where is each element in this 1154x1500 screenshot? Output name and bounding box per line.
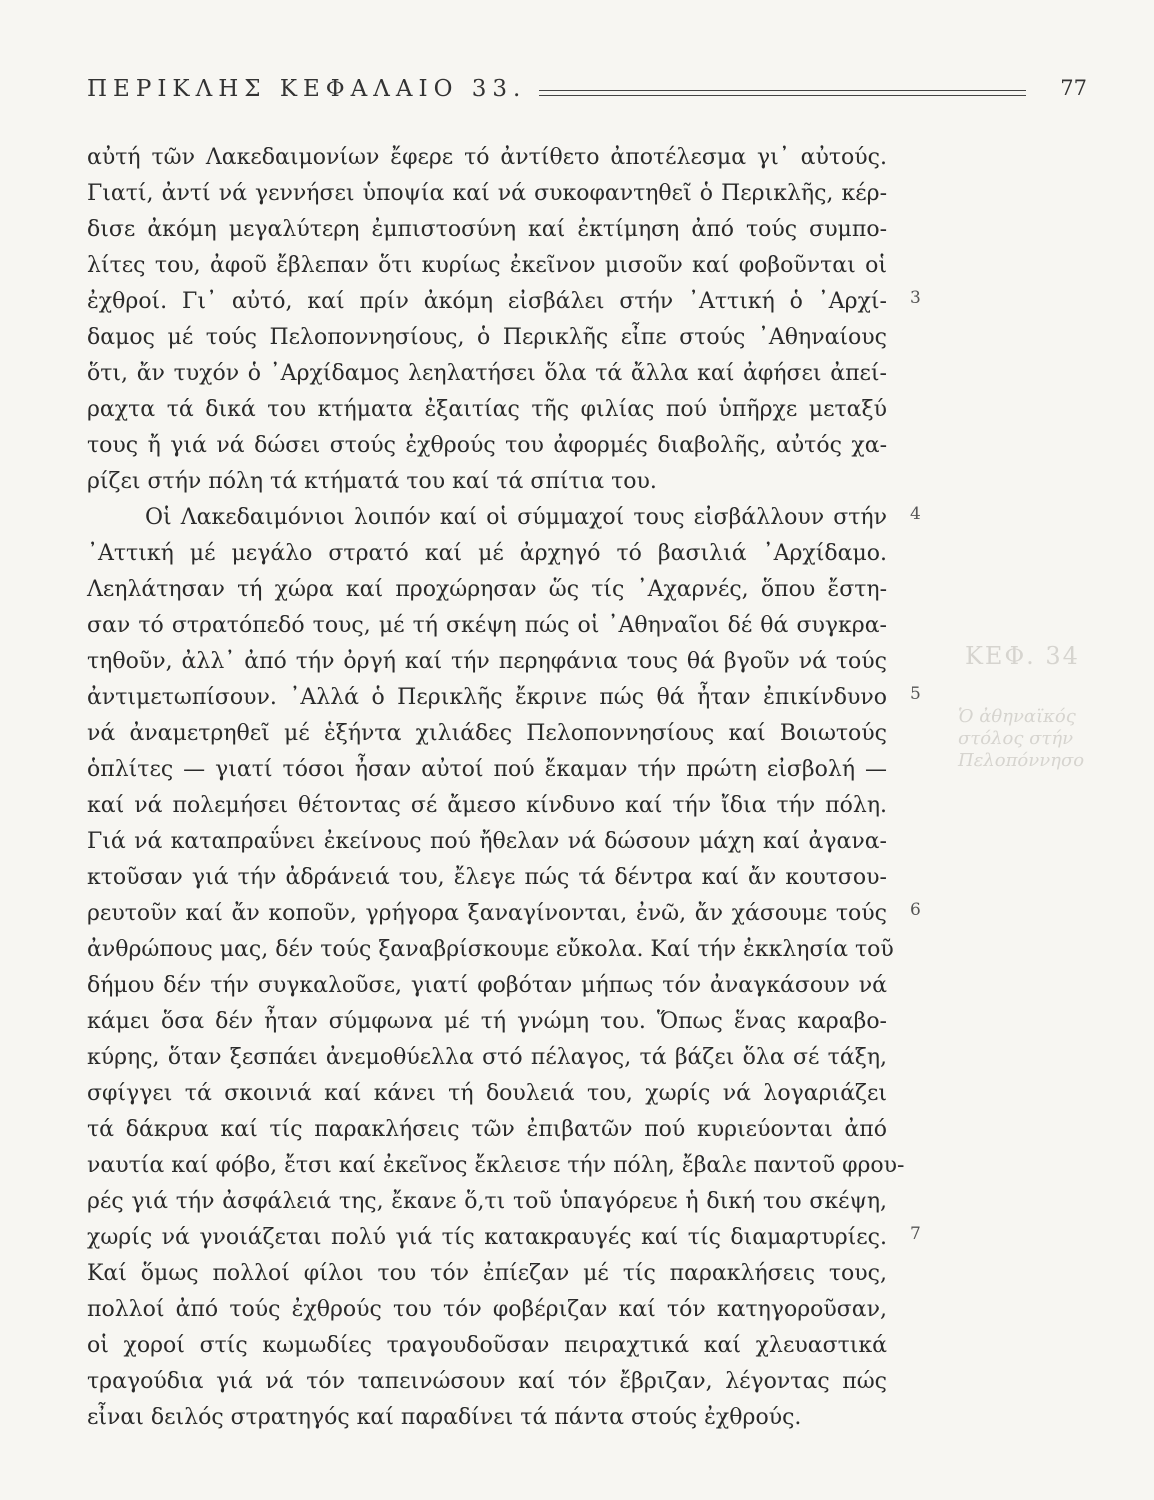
text-line: κύρης, ὅταν ξεσπάει ἀνεμοθύελλα στό πέλαγος, τά βάζει ὅλα σέ τάξη,: [87, 1045, 887, 1070]
text-line: νά ἀναμετρηθεῖ μέ ἑξήντα χιλιάδες Πελοποννησίους καί Βοιωτούς: [87, 721, 887, 746]
ghost-margin-heading: ΚΕΦ. 34: [965, 642, 1080, 670]
ghost-margin-note: Ὁ ἀθηναϊκός στόλος στήν Πελοπόννησο: [958, 706, 1085, 771]
text-line: ὅτι, ἄν τυχόν ὁ ᾿Αρχίδαμος λεηλατήσει ὅλα τά ἄλλα καί ἀφήσει ἀπεί-: [87, 361, 887, 386]
text-line: τά δάκρυα καί τίς παρακλήσεις τῶν ἐπιβατῶν πού κυριεύονται ἀπό: [87, 1117, 887, 1142]
header-rule-top: [539, 90, 1026, 91]
text-line: δήμου δέν τήν συγκαλοῦσε, γιατί φοβόταν μήπως τόν ἀναγκάσουν νά: [87, 973, 887, 998]
text-line: σαν τό στρατόπεδό τους, μέ τή σκέψη πώς οἱ ᾿Αθηναῖοι δέ θά συγκρα-: [87, 613, 887, 638]
text-line: δαμος μέ τούς Πελοποννησίους, ὁ Περικλῆς εἶπε στούς ᾿Αθηναίους: [87, 325, 887, 350]
text-line: εἶναι δειλός στρατηγός καί παραδίνει τά πάντα στούς ἐχθρούς.: [87, 1405, 802, 1430]
section-number: 7: [910, 1224, 921, 1244]
text-line: ἀντιμετωπίσουν. ᾿Αλλά ὁ Περικλῆς ἔκρινε πώς θά ἦταν ἐπικίνδυνο: [87, 685, 887, 710]
text-line: Γιατί, ἀντί νά γεννήσει ὑποψία καί νά συκοφαντηθεῖ ὁ Περικλῆς, κέρ-: [87, 181, 887, 206]
text-line: λίτες του, ἀφοῦ ἔβλεπαν ὅτι κυρίως ἐκεῖνον μισοῦν καί φοβοῦνται οἱ: [87, 253, 887, 278]
section-number: 5: [910, 684, 921, 704]
text-line: τηθοῦν, ἀλλ᾿ ἀπό τήν ὀργή καί τήν περηφάνια τους θά βγοῦν νά τούς: [87, 649, 887, 674]
text-line: τους ἤ γιά νά δώσει στούς ἐχθρούς του ἀφορμές διαβολῆς, αὐτός χα-: [87, 433, 887, 458]
header-rule-bottom: [539, 95, 1026, 96]
text-line: ρίζει στήν πόλη τά κτήματά του καί τά σπίτια του.: [87, 469, 657, 494]
text-line: ρευτοῦν καί ἄν κοποῦν, γρήγορα ξαναγίνονται, ἐνῶ, ἄν χάσουμε τούς: [87, 901, 887, 926]
text-line: Καί ὅμως πολλοί φίλοι του τόν ἐπίεζαν μέ τίς παρακλήσεις τους,: [87, 1261, 887, 1286]
text-line: κάμει ὅσα δέν ἦταν σύμφωνα μέ τή γνώμη του. Ὅπως ἕνας καραβο-: [87, 1009, 887, 1034]
section-number: 4: [910, 504, 921, 524]
text-line: ᾿Αττική μέ μεγάλο στρατό καί μέ ἀρχηγό τό βασιλιά ᾿Αρχίδαμο.: [87, 541, 887, 566]
text-line: ἐχθροί. Γι᾿ αὐτό, καί πρίν ἀκόμη εἰσβάλει στήν ᾿Αττική ὁ ᾿Αρχί-: [87, 289, 887, 314]
text-line: ναυτία καί φόβο, ἔτσι καί ἐκεῖνος ἔκλεισε τήν πόλη, ἔβαλε παντοῦ φρου-: [87, 1153, 905, 1178]
text-line: Οἱ Λακεδαιμόνιοι λοιπόν καί οἱ σύμμαχοί τους εἰσβάλλουν στήν: [145, 505, 887, 530]
text-line: ὁπλίτες — γιατί τόσοι ἦσαν αὐτοί πού ἔκαμαν τήν πρώτη εἰσβολή —: [87, 757, 887, 782]
text-line: τραγούδια γιά νά τόν ταπεινώσουν καί τόν ἔβριζαν, λέγοντας πώς: [87, 1369, 887, 1394]
text-line: καί νά πολεμήσει θέτοντας σέ ἄμεσο κίνδυνο καί τήν ἴδια τήν πόλη.: [87, 793, 887, 818]
running-title: ΠΕΡΙΚΛΗΣ ΚΕΦΑΛΑΙΟ 33.: [87, 76, 527, 102]
text-line: σφίγγει τά σκοινιά καί κάνει τή δουλειά του, χωρίς νά λογαριάζει: [87, 1081, 887, 1106]
text-line: Λεηλάτησαν τή χώρα καί προχώρησαν ὥς τίς ᾿Αχαρνές, ὅπου ἔστη-: [87, 577, 887, 602]
text-line: ρές γιά τήν ἀσφάλειά της, ἔκανε ὅ,τι τοῦ ὑπαγόρευε ἡ δική του σκέψη,: [87, 1189, 887, 1214]
section-number: 3: [910, 288, 921, 308]
page-number: 77: [1060, 76, 1087, 100]
text-line: ραχτα τά δικά του κτήματα ἐξαιτίας τῆς φιλίας πού ὑπῆρχε μεταξύ: [87, 397, 887, 422]
section-number: 6: [910, 900, 921, 920]
text-line: Γιά νά καταπραΰνει ἐκείνους πού ἤθελαν νά δώσουν μάχη καί ἀγανα-: [87, 829, 887, 854]
text-line: οἱ χοροί στίς κωμωδίες τραγουδοῦσαν πειραχτικά καί χλευαστικά: [87, 1333, 887, 1358]
page-header: [87, 76, 1087, 112]
text-line: ἀνθρώπους μας, δέν τούς ξαναβρίσκουμε εὔκολα. Καί τήν ἐκκλησία τοῦ: [87, 937, 894, 962]
text-line: χωρίς νά γνοιάζεται πολύ γιά τίς κατακραυγές καί τίς διαμαρτυρίες.: [87, 1225, 887, 1250]
text-line: αὐτή τῶν Λακεδαιμονίων ἔφερε τό ἀντίθετο ἀποτέλεσμα γι᾿ αὐτούς.: [87, 145, 887, 170]
text-line: πολλοί ἀπό τούς ἐχθρούς του τόν φοβέριζαν καί τόν κατηγοροῦσαν,: [87, 1297, 887, 1322]
text-line: κτοῦσαν γιά τήν ἀδράνειά του, ἔλεγε πώς τά δέντρα καί ἄν κουτσου-: [87, 865, 887, 890]
text-line: δισε ἀκόμη μεγαλύτερη ἐμπιστοσύνη καί ἐκτίμηση ἀπό τούς συμπο-: [87, 217, 887, 242]
